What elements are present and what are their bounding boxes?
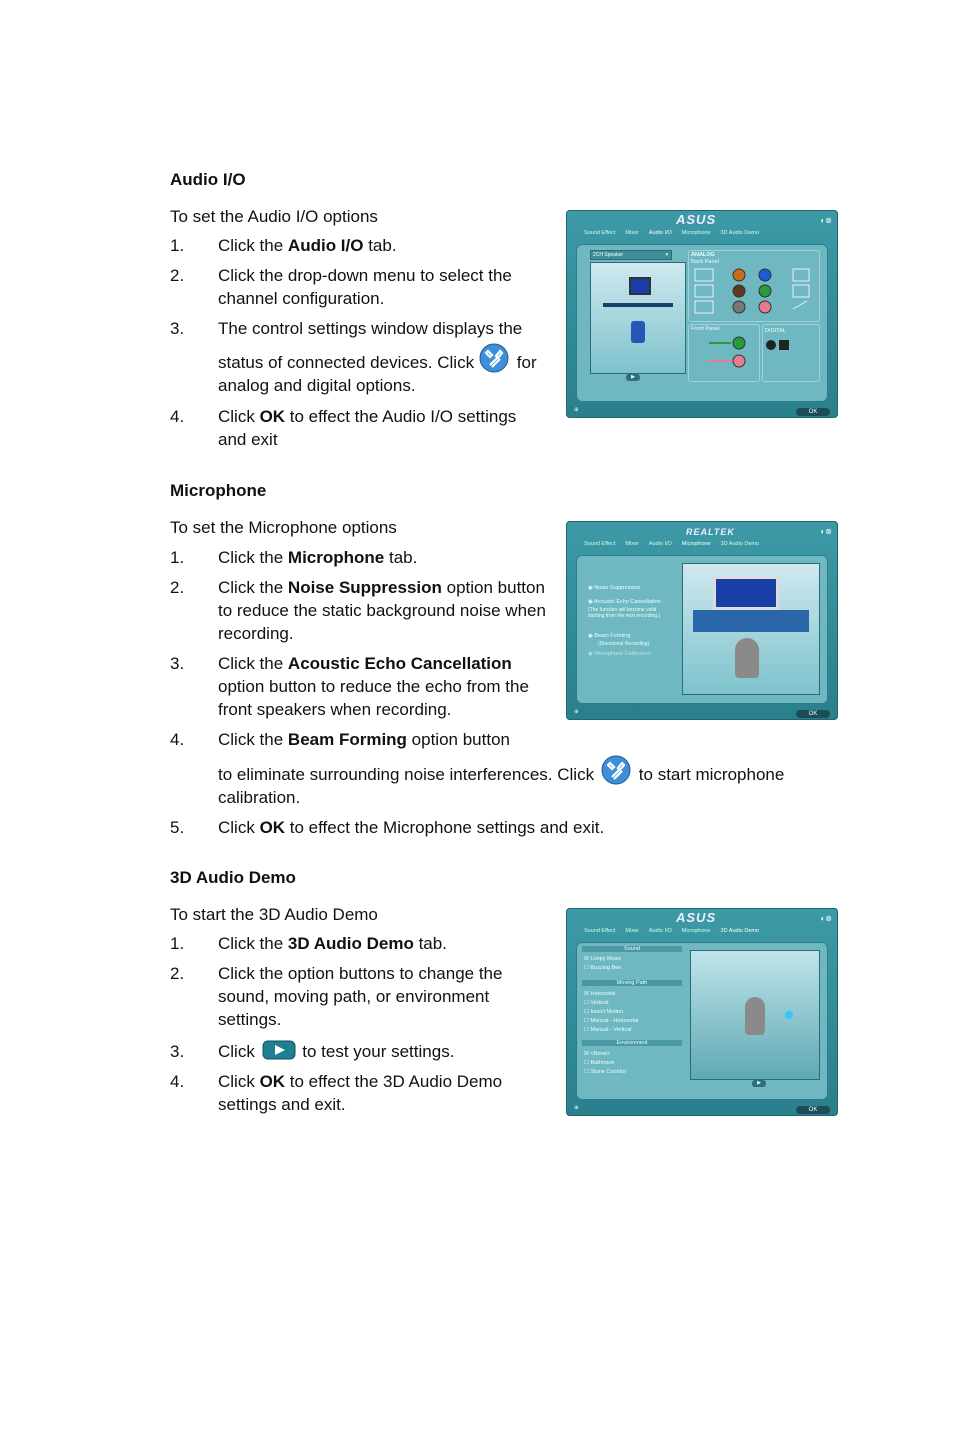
tab-3d-audio-demo[interactable]: 3D Audio Demo bbox=[720, 230, 760, 236]
step-number: 1. bbox=[170, 548, 185, 567]
digital-jack-icons bbox=[763, 325, 819, 381]
step-text: Click to test your settings. bbox=[218, 1040, 454, 1063]
tab-microphone[interactable]: Microphone bbox=[681, 928, 711, 934]
audio-io-intro: To set the Audio I/O options bbox=[170, 207, 378, 226]
tab-mixer[interactable]: Mixer bbox=[625, 230, 639, 236]
microphone-panel bbox=[576, 555, 828, 704]
info-icon[interactable]: ⊕ bbox=[574, 709, 579, 715]
back-panel-box: ANALOG Back Panel bbox=[688, 250, 820, 322]
path-option[interactable]: ☐ Manual - Horizontal bbox=[584, 1018, 639, 1024]
audio-io-screenshot bbox=[566, 210, 838, 418]
mic-scene bbox=[682, 563, 820, 695]
settings-wrench-icon[interactable] bbox=[478, 343, 510, 373]
step-number: 2. bbox=[170, 266, 185, 285]
asus-logo: ASUS bbox=[676, 212, 717, 227]
realtek-logo: REALTEK bbox=[686, 527, 735, 537]
tab-audio-io[interactable]: Audio I/O bbox=[648, 541, 672, 547]
tab-audio-io[interactable]: Audio I/O bbox=[648, 230, 672, 236]
step-text: Click the Microphone tab. bbox=[218, 548, 418, 567]
tab-bar bbox=[584, 230, 769, 236]
step-number: 4. bbox=[170, 730, 185, 749]
play-button[interactable]: ▶ bbox=[626, 374, 640, 381]
demo-intro: To start the 3D Audio Demo bbox=[170, 905, 378, 924]
front-panel-box: Front Panel bbox=[688, 324, 760, 382]
step-text: Click OK to effect the Audio I/O settings and exit bbox=[218, 407, 517, 449]
path-option[interactable]: ☒ Horizontal bbox=[584, 991, 616, 997]
tab-audio-io[interactable]: Audio I/O bbox=[648, 928, 672, 934]
demo-screenshot bbox=[566, 908, 838, 1116]
tab-sound-effect[interactable]: Sound Effect bbox=[584, 541, 616, 547]
sound-option[interactable]: ☒ Loopy Music bbox=[584, 956, 622, 962]
front-jack-icons bbox=[689, 325, 759, 381]
demo-room bbox=[690, 950, 820, 1080]
microphone-screenshot bbox=[566, 521, 838, 720]
tab-microphone[interactable]: Microphone bbox=[681, 541, 711, 547]
channel-dropdown[interactable]: 2CH Speaker ▾ bbox=[590, 250, 672, 260]
demo-heading: 3D Audio Demo bbox=[170, 868, 296, 887]
ok-button[interactable]: OK bbox=[796, 408, 830, 416]
room-scene bbox=[590, 262, 686, 374]
note-text: (Directional Recording) bbox=[598, 641, 650, 647]
tab-sound-effect[interactable]: Sound Effect bbox=[584, 230, 616, 236]
step-number: 2. bbox=[170, 964, 185, 983]
mic-options bbox=[584, 585, 676, 695]
step-number: 1. bbox=[170, 934, 185, 953]
tab-sound-effect[interactable]: Sound Effect bbox=[584, 928, 616, 934]
step-number: 1. bbox=[170, 236, 185, 255]
sound-option[interactable]: ☐ Buzzing Bee bbox=[584, 965, 622, 971]
tab-bar bbox=[584, 928, 769, 934]
step-number: 5. bbox=[170, 818, 185, 837]
env-option[interactable]: ☐ Stone Corridor bbox=[584, 1069, 627, 1075]
ok-button[interactable]: OK bbox=[796, 710, 830, 718]
noise-suppression-option[interactable]: ◉ Noise Suppression bbox=[588, 585, 641, 591]
step-text: Click the option buttons to change the sound, moving path, or environment settings. bbox=[218, 964, 503, 1029]
step-text: Click the drop-down menu to select the channel configuration. bbox=[218, 266, 512, 308]
tab-microphone[interactable]: Microphone bbox=[681, 230, 711, 236]
audio-io-heading: Audio I/O bbox=[170, 170, 246, 189]
microphone-intro: To set the Microphone options bbox=[170, 518, 397, 537]
step-number: 2. bbox=[170, 578, 185, 597]
tab-3d-audio-demo[interactable]: 3D Audio Demo bbox=[720, 928, 760, 934]
demo-options: Sound ☒ Loopy Music ☐ Buzzing Bee Moving Path ☒ Horizontal ☐ Vertical ☐ Insect Motion ☐ Manual - Horizontal ☐ Manual - Vertical Environment ☒ <None> ☐ Bathroom ☐ Stone Corridor bbox=[582, 946, 686, 1086]
step-text: Click the Noise Suppression option button to reduce the static background noise when recording. bbox=[218, 578, 546, 643]
window-controls: ◐⊗ bbox=[820, 216, 832, 225]
step-text: Click OK to effect the Microphone settings and exit. bbox=[218, 818, 605, 837]
step-text: Click the Beam Forming option button to eliminate surrounding noise interferences. Click to start microphone calibration. bbox=[218, 730, 785, 807]
step-text: Click the Acoustic Echo Cancellation option button to reduce the echo from the front speakers when recording. bbox=[218, 654, 529, 719]
tab-3d-audio-demo[interactable]: 3D Audio Demo bbox=[720, 541, 760, 547]
tab-bar bbox=[584, 541, 769, 547]
audio-io-panel bbox=[576, 244, 828, 402]
calibration-option[interactable]: ◉ Microphone Calibration bbox=[588, 651, 651, 657]
step-text: Click the Audio I/O tab. bbox=[218, 236, 397, 255]
step-number: 4. bbox=[170, 407, 185, 426]
asus-logo: ASUS bbox=[676, 910, 717, 925]
path-option[interactable]: ☐ Insect Motion bbox=[584, 1009, 624, 1015]
play-button[interactable]: ▶ bbox=[752, 1080, 766, 1087]
tab-mixer[interactable]: Mixer bbox=[625, 541, 639, 547]
microphone-heading: Microphone bbox=[170, 481, 267, 500]
env-option[interactable]: ☒ <None> bbox=[584, 1051, 611, 1057]
info-icon[interactable]: ⊕ bbox=[574, 1105, 579, 1111]
path-option[interactable]: ☐ Vertical bbox=[584, 1000, 609, 1006]
window-controls: ◐⊗ bbox=[820, 914, 832, 923]
step-text: Click OK to effect the 3D Audio Demo settings and exit. bbox=[218, 1072, 503, 1114]
step-text: The control settings window displays the status of connected devices. Click for analog and digital options. bbox=[218, 319, 537, 395]
jack-icons bbox=[689, 251, 819, 321]
window-controls: ◐⊗ bbox=[820, 527, 832, 536]
env-option[interactable]: ☐ Bathroom bbox=[584, 1060, 615, 1066]
step-number: 3. bbox=[170, 1042, 185, 1061]
ok-button[interactable]: OK bbox=[796, 1106, 830, 1114]
step-text: Click the 3D Audio Demo tab. bbox=[218, 934, 447, 953]
tab-mixer[interactable]: Mixer bbox=[625, 928, 639, 934]
step-number: 3. bbox=[170, 319, 185, 338]
note-text: starting from the next recording.) bbox=[588, 613, 661, 619]
beam-forming-option[interactable]: ◉ Beam Forming bbox=[588, 633, 631, 639]
acoustic-echo-option[interactable]: ◉ Acoustic Echo Cancellation bbox=[588, 599, 661, 605]
info-icon[interactable]: ⊕ bbox=[574, 407, 579, 413]
step-number: 3. bbox=[170, 654, 185, 673]
path-option[interactable]: ☐ Manual - Vertical bbox=[584, 1027, 632, 1033]
play-icon[interactable] bbox=[262, 1040, 296, 1060]
demo-panel bbox=[576, 942, 828, 1100]
digital-box: DIGITAL bbox=[762, 324, 820, 382]
step-number: 4. bbox=[170, 1072, 185, 1091]
note-text: (The function will become valid bbox=[588, 607, 657, 613]
settings-wrench-icon[interactable] bbox=[600, 755, 632, 785]
